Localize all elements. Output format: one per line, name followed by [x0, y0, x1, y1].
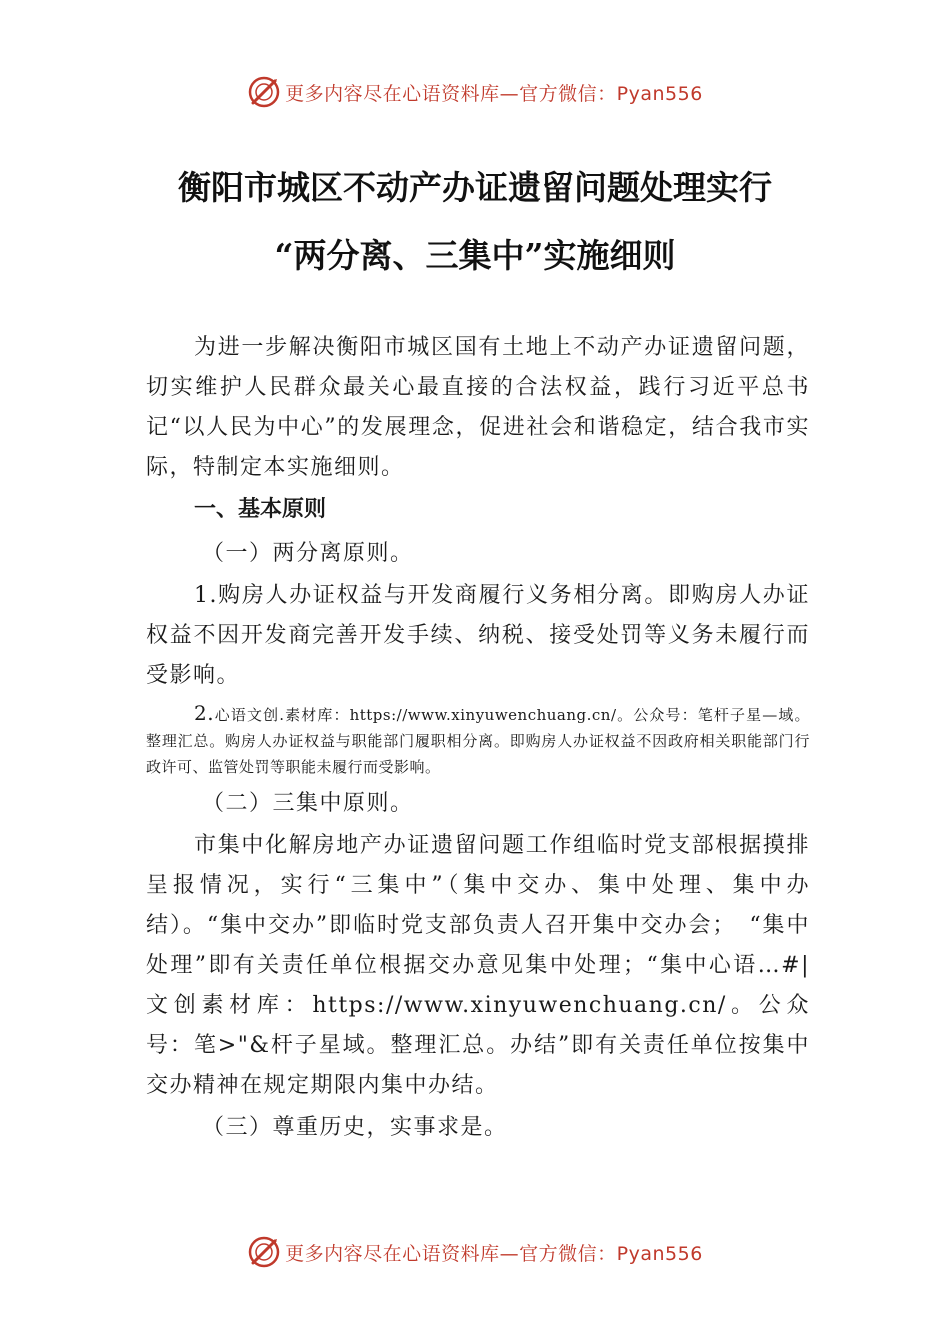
item-1-paragraph: 1.购房人办证权益与开发商履行义务相分离。即购房人办证权益不因开发商完善开发手续、纳税、接受处罚等义务未履行而受影响。	[146, 583, 810, 688]
banner-text: 更多内容尽在心语资料库—官方微信：Pyan556	[285, 1242, 703, 1265]
seal-logo-icon	[247, 1235, 281, 1269]
item-2-paragraph	[146, 700, 810, 780]
seal-logo-icon	[247, 75, 281, 109]
item-2-text: 心语文创.素材库：https://www.xinyuwenchuang.cn/。公众号：笔杆子星—域。整理汇总。购房人办证权益与职能部门履职相分离。即购房人办证权益不因政府相关职能部门行政许可、监管处罚等职能未履行而受影响。	[146, 706, 810, 776]
section-heading-basic-principles: 一、基本原则	[194, 497, 327, 522]
banner-text: 更多内容尽在心语资料库—官方微信：Pyan556	[285, 82, 703, 105]
subheading-respect-history: （三）尊重历史，实事求是。	[202, 1115, 508, 1140]
subheading-two-separations: （一）两分离原则。	[202, 541, 414, 566]
intro-paragraph: 为进一步解决衡阳市城区国有土地上不动产办证遗留问题，切实维护人民群众最关心最直接的合法权益，践行习近平总书记“以人民为中心”的发展理念，促进社会和谐稳定，结合我市实际，特制定本实施细则。	[146, 335, 810, 480]
item-2-number: 2.	[194, 701, 215, 725]
document-body	[146, 328, 810, 1150]
three-concentrations-paragraph: 市集中化解房地产办证遗留问题工作组临时党支部根据摸排呈报情况，实行“三集中”（集中交办、集中处理、集中办结）。“集中交办”即临时党支部负责人召开集中交办会； “集中处理”即有关责任单位根据交办意见集中处理；“集中心语…#|文创素材库：https://www.xinyuwenchuang.cn/。公众号：笔>"&杆子星域。整理汇总。办结”即有关责任单位按集中交办精神在规定期限内集中办结。	[146, 833, 810, 1098]
header-banner	[0, 72, 950, 112]
document-title-line-2: “两分离、三集中”实施细则	[274, 236, 676, 275]
footer-banner	[0, 1232, 950, 1272]
document-title-line-1: 衡阳市城区不动产办证遗留问题处理实行	[178, 168, 772, 207]
subheading-three-concentrations: （二）三集中原则。	[202, 791, 414, 816]
